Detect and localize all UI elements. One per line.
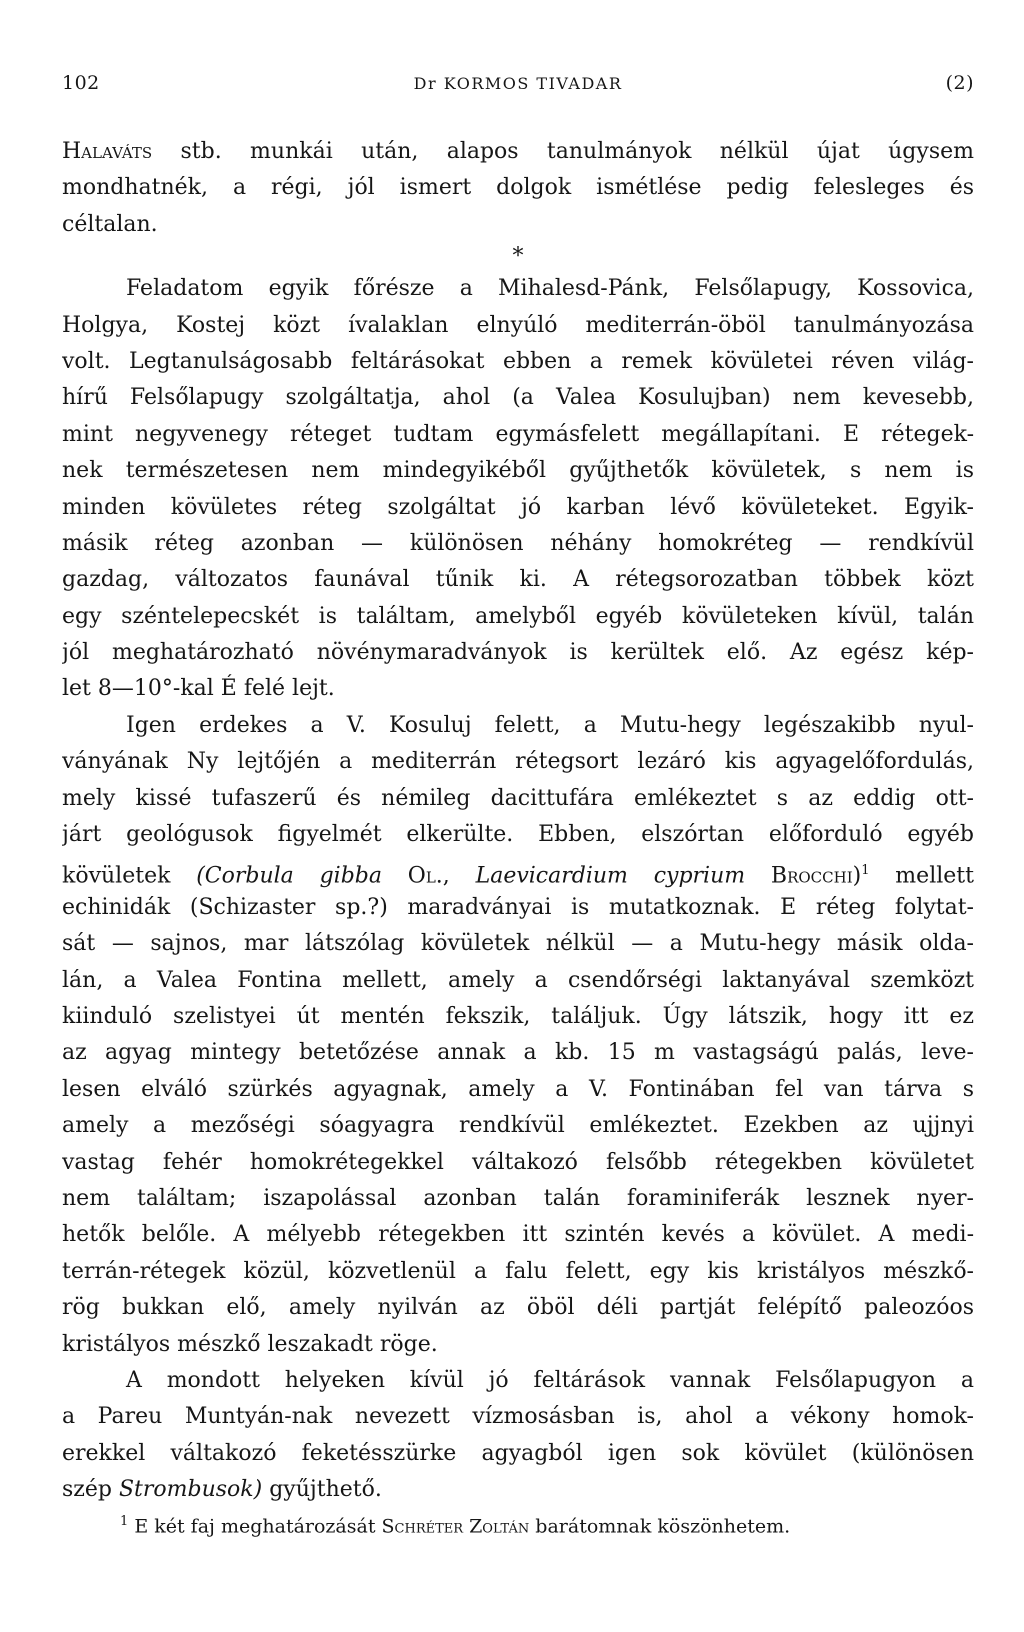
- text-line: az agyag mintegy betetőzése annak a kb. 15 m vastagságú palás, leve-: [62, 1040, 974, 1066]
- text-line: amely a mezőségi sóagyagra rendkívül emlékeztet. Ezekben az ujjnyi: [62, 1113, 974, 1139]
- species-name: (Corbula gibba: [196, 863, 382, 889]
- text-line: let 8—10°-kal É felé lejt.: [62, 676, 335, 702]
- footnote: $^1$ E két faj meghatározását Schréter Zoltán barátomnak köszönhetem.: [120, 1514, 791, 1538]
- author-name: Ol.: [407, 863, 443, 889]
- text-line: kiinduló szelistyei út mentén fekszik, találjuk. Úgy látszik, hogy itt ez: [62, 1003, 974, 1029]
- text-line: céltalan.: [62, 211, 158, 237]
- text-line: mely kissé tufaszerű és némileg dacittufára emlékeztet s az eddig ott-: [62, 785, 974, 811]
- text-line: nek természetesen nem mindegyikéből gyűjthetők kövületek, s nem is: [62, 458, 974, 484]
- text-line: nem találtam; iszapolással azonban talán foraminiferák lesznek nyer-: [62, 1185, 974, 1211]
- text-line: járt geológusok figyelmét elkerülte. Ebben, elszórtan előforduló egyéb: [62, 822, 974, 848]
- text-line: egy széntelepecskét is találtam, amelyből egyéb kövületeken kívül, talán: [62, 603, 974, 629]
- text-line: a Pareu Muntyán-nak nevezett vízmosásban is, ahol a vékony homok-: [62, 1404, 974, 1430]
- text-line: lán, a Valea Fontina mellett, amely a csendőrségi laktanyával szemközt: [62, 967, 974, 993]
- text-line: szép Strombusok) gyűjthető.: [62, 1477, 382, 1503]
- text-line: mint negyvenegy réteget tudtam egymásfelett megállapítani. E rétegek-: [62, 421, 974, 447]
- text-line: minden kövületes réteg szolgáltat jó karban lévő kövületeket. Egyik-: [62, 494, 974, 520]
- text-line: erekkel váltakozó feketésszürke agyagból igen sok kövület (különösen: [62, 1440, 974, 1466]
- text-line: hetők belőle. A mélyebb rétegekben itt szintén kevés a kövület. A medi-: [62, 1222, 974, 1248]
- text-line: hírű Felsőlapugy szolgáltatja, ahol (a Valea Kosulujban) nem kevesebb,: [62, 385, 974, 411]
- text-line: Halaváts stb. munkái után, alapos tanulmányok nélkül újat úgysem: [62, 139, 974, 164]
- text-line: vastag fehér homokrétegekkel váltakozó felsőbb rétegekben kövületet: [62, 1149, 974, 1175]
- running-title: Dr KORMOS TIVADAR: [413, 74, 623, 93]
- page-number: 102: [62, 72, 100, 94]
- author-name: Halaváts: [62, 139, 153, 164]
- species-name: Laevicardium cyprium: [475, 863, 746, 889]
- text-line: volt. Legtanulságosabb feltárásokat ebben a remek kövületei réven világ-: [62, 348, 974, 374]
- species-name: Strombusok): [118, 1477, 263, 1503]
- author-name: Brocchi: [770, 863, 853, 889]
- text-line: echinidák (Schizaster sp.?) maradványai is mutatkoznak. E réteg folytat-: [62, 894, 974, 920]
- text-line: Feladatom egyik főrésze a Mihalesd-Pánk, Felsőlapugy, Kossovica,: [126, 276, 974, 302]
- page-header: [62, 72, 974, 102]
- text-line: lesen elváló szürkés agyagnak, amely a V. Fontinában fel van tárva s: [62, 1076, 974, 1102]
- text-line: kristályos mészkő leszakadt röge.: [62, 1331, 438, 1357]
- text-line: jól meghatározható növénymaradványok is kerültek elő. Az egész kép-: [62, 640, 974, 666]
- footnote-reference: 1: [861, 863, 870, 879]
- text-line: kövületek (Corbula gibba Ol., Laevicardium cyprium Brocchi)$^1$ mellett: [62, 863, 974, 889]
- section-separator: *: [512, 244, 524, 270]
- text-line: mondhatnék, a régi, jól ismert dolgok ismétlése pedig felesleges és: [62, 175, 974, 201]
- author-name: Schréter Zoltán: [381, 1515, 530, 1538]
- text-line: rög bukkan elő, amely nyilván az öböl déli partját felépítő paleozóos: [62, 1295, 974, 1321]
- text-line: sát — sajnos, mar látszólag kövületek nélkül — a Mutu-hegy másik olda-: [62, 931, 974, 957]
- section-mark: (2): [945, 72, 974, 94]
- body-text: [62, 134, 974, 1508]
- text-line: másik réteg azonban — különösen néhány homokréteg — rendkívül: [62, 530, 974, 556]
- text-line: gazdag, változatos faunával tűnik ki. A rétegsorozatban többek közt: [62, 567, 974, 593]
- footnote-marker: 1: [120, 1514, 129, 1529]
- text-line: Igen erdekes a V. Kosuluj felett, a Mutu-hegy legészakibb nyul-: [126, 712, 974, 738]
- text-line: Holgya, Kostej közt ívalaklan elnyúló mediterrán-öböl tanulmányozása: [62, 312, 974, 338]
- text-line: terrán-rétegek közül, közvetlenül a falu felett, egy kis kristályos mészkő-: [62, 1258, 974, 1284]
- text-line: ványának Ny lejtőjén a mediterrán rétegsort lezáró kis agyagelőfordulás,: [62, 749, 974, 775]
- text-line: A mondott helyeken kívül jó feltárások vannak Felsőlapugyon a: [126, 1367, 974, 1393]
